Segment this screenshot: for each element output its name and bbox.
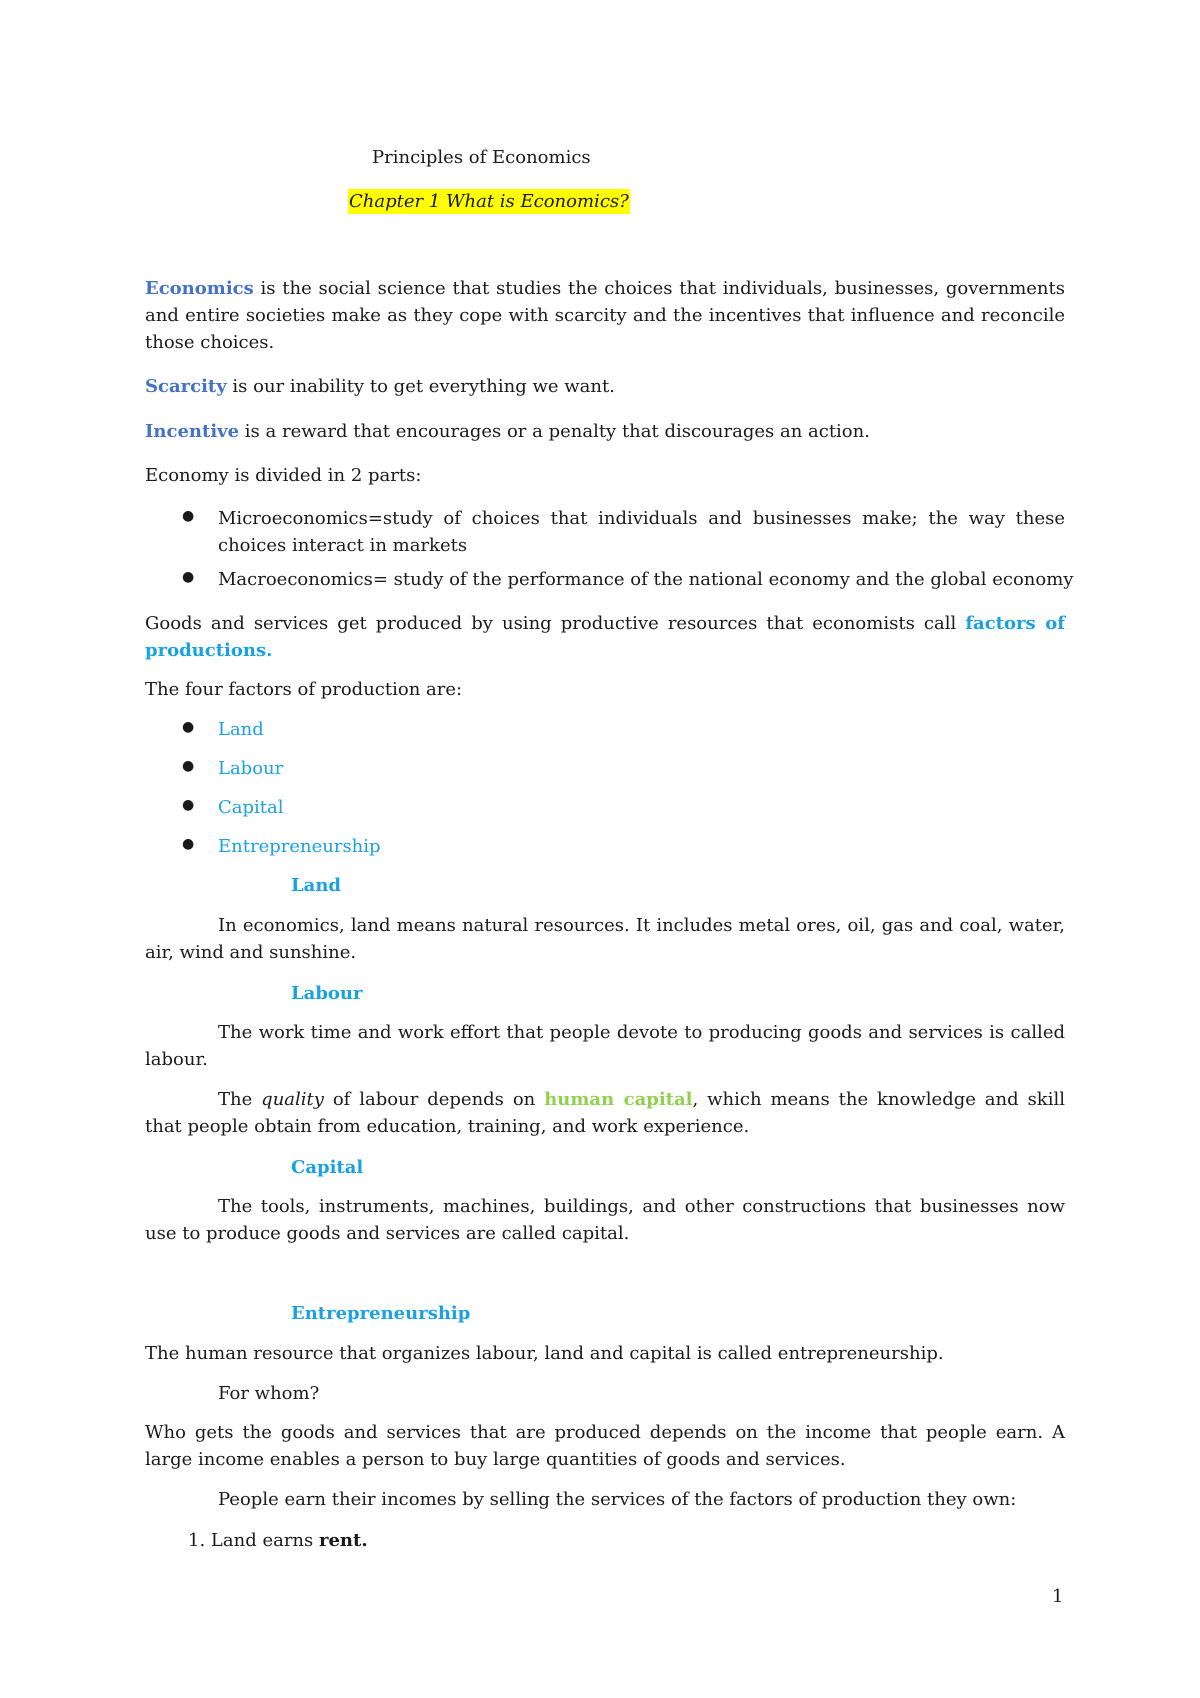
scarcity-term: Scarcity (145, 376, 227, 397)
scarcity-definition-text: is our inability to get everything we want. (226, 376, 615, 397)
for-whom-heading: For whom? (218, 1383, 320, 1404)
bullet-icon: ● (182, 797, 195, 813)
section-heading-capital: Capital (291, 1157, 364, 1178)
numbered-item-bold: rent. (318, 1530, 368, 1551)
earn-intro: People earn their incomes by selling the services of the factors of production they own: (218, 1489, 1017, 1510)
factors-term-line2 (145, 637, 272, 664)
labour-quality-mid: of labour depends on (323, 1089, 545, 1110)
scarcity-definition (145, 373, 1065, 400)
economics-definition-text: is the social science that studies the choices that individuals, businesses, governments and entire societies make as they cope with scarcity and the incentives that influence and reconcile those choices. (145, 278, 1065, 353)
numbered-item-marker: 1. (188, 1530, 206, 1551)
economics-term: Economics (145, 278, 254, 299)
section-heading-entrepreneurship: Entrepreneurship (291, 1303, 471, 1324)
numbered-item-text: Land earns (210, 1530, 319, 1551)
section-heading-land: Land (291, 875, 341, 896)
capital-paragraph: The tools, instruments, machines, buildings, and other constructions that businesses now use to produce goods and services are called capital. (145, 1196, 1065, 1244)
factors-sentence-text: Goods and services get produced by using productive resources that economists call (145, 613, 957, 634)
economics-definition (145, 275, 1065, 356)
labour-quality-post: , which means the knowledge and skill that people obtain from education, training, and work experience. (145, 1089, 1065, 1137)
incentive-term: Incentive (145, 421, 240, 442)
document-title: Principles of Economics (372, 147, 591, 168)
numbered-item-1 (188, 1527, 368, 1554)
list-item-micro: Microeconomics=study of choices that individuals and businesses make; the way these choices interact in markets (218, 508, 1065, 556)
labour-paragraph: The work time and work effort that people devote to producing goods and services is called labour. (145, 1022, 1065, 1070)
section-heading-labour: Labour (291, 983, 363, 1004)
factor-item-land: Land (218, 719, 264, 740)
factors-sentence (145, 610, 1065, 637)
bullet-icon: ● (182, 719, 195, 735)
factor-item-labour: Labour (218, 758, 284, 779)
labour-quality-paragraph (145, 1086, 1065, 1140)
entrepreneurship-paragraph: The human resource that organizes labour, land and capital is called entrepreneurship. (145, 1343, 944, 1364)
bullet-icon: ● (182, 508, 195, 524)
human-capital-term: human capital (544, 1089, 693, 1110)
land-paragraph: In economics, land means natural resources. It includes metal ores, oil, gas and coal, water, air, wind and sunshine. (145, 915, 1065, 963)
page-number: 1 (1052, 1586, 1064, 1607)
factor-item-entrepreneurship: Entrepreneurship (218, 836, 381, 857)
factor-item-capital: Capital (218, 797, 284, 818)
incentive-definition-text: is a reward that encourages or a penalty that discourages an action. (239, 421, 870, 442)
for-whom-paragraph: Who gets the goods and services that are produced depends on the income that people earn. A large income enables a person to buy large quantities of goods and services. (145, 1422, 1065, 1470)
bullet-icon: ● (182, 569, 195, 585)
labour-quality-italic: quality (261, 1089, 324, 1110)
factors-term-cont: productions. (145, 640, 273, 661)
factors-intro: The four factors of production are: (145, 679, 463, 700)
economy-intro: Economy is divided in 2 parts: (145, 465, 422, 486)
list-item-macro: Macroeconomics= study of the performance of the national economy and the global economy (218, 569, 1074, 590)
factors-term: factors of (965, 613, 1065, 634)
bullet-icon: ● (182, 758, 195, 774)
bullet-icon: ● (182, 836, 195, 852)
labour-quality-pre: The (218, 1089, 262, 1110)
incentive-definition (145, 418, 1065, 445)
chapter-heading (348, 188, 630, 215)
chapter-heading-text: Chapter 1 What is Economics? (349, 191, 629, 212)
